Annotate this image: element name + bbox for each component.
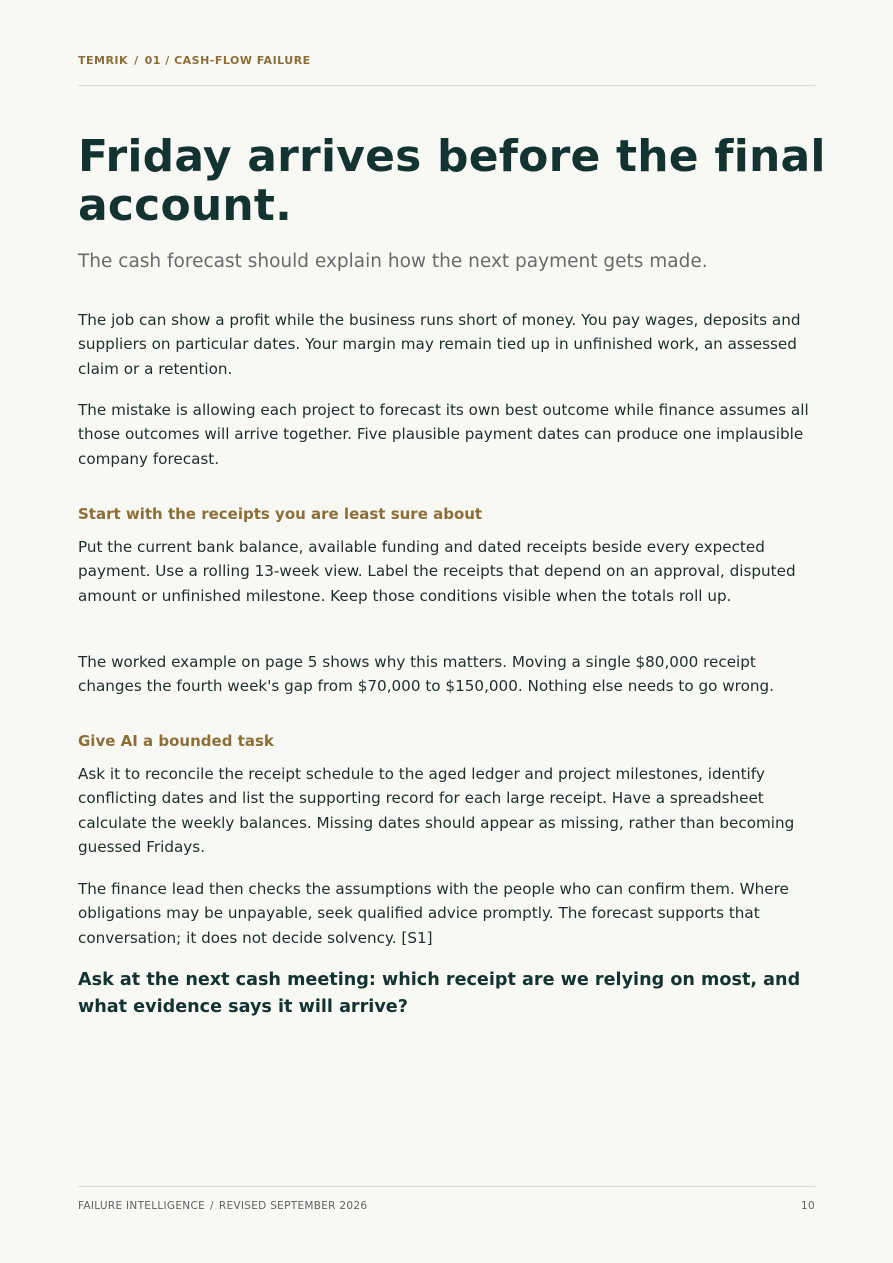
page-footer — [78, 1200, 815, 1212]
page-subtitle: The cash forecast should explain how the next payment gets made. — [78, 251, 708, 272]
intro-paragraph: The job can show a profit while the business runs short of money. You pay wages, deposits and suppliers on particular dates. Your margin may remain tied up in unfinished work, an assessed claim or a retention. — [78, 311, 801, 378]
section-paragraph: The finance lead then checks the assumptions with the people who can confirm them. Where obligations may be unpayable, seek qualified advice promptly. The forecast supports that conversation; it does not decide solvency. [S1] — [78, 880, 789, 947]
header-divider — [78, 85, 815, 86]
section-heading: Start with the receipts you are least sure about — [78, 505, 483, 523]
revision-label: REVISED SEPTEMBER 2026 — [218, 1200, 368, 1212]
intro-paragraph: The mistake is allowing each project to forecast its own best outcome while finance assumes all those outcomes will arrive together. Five plausible payment dates can produce one implausible company forecast. — [78, 401, 809, 468]
section-paragraph: Put the current bank balance, available funding and dated receipts beside every expected payment. Use a rolling 13-week view. Label the receipts that depend on an approval, disputed amount or unfinished milestone. Keep those conditions visible when the totals roll up. — [78, 538, 796, 605]
footer-separator: / — [210, 1200, 214, 1212]
running-header — [78, 55, 815, 67]
brand-label: TEMRIK — [78, 54, 129, 67]
footer-divider — [78, 1186, 815, 1187]
page-title: Friday arrives before the final account. — [78, 131, 826, 231]
section-label: 01 / CASH-FLOW FAILURE — [144, 54, 311, 67]
page-number: 10 — [801, 1200, 815, 1212]
section-paragraph: The worked example on page 5 shows why this matters. Moving a single $80,000 receipt changes the fourth week's gap from $70,000 to $150,000. Nothing else needs to go wrong. — [78, 653, 774, 696]
header-separator: / — [134, 54, 139, 67]
closing-question: Ask at the next cash meeting: which receipt are we relying on most, and what evidence says it will arrive? — [78, 970, 801, 1017]
document-page — [78, 0, 826, 1263]
publication-label: FAILURE INTELLIGENCE — [78, 1200, 206, 1212]
section-heading: Give AI a bounded task — [78, 732, 274, 750]
section-paragraph: Ask it to reconcile the receipt schedule to the aged ledger and project milestones, identify conflicting dates and list the supporting record for each large receipt. Have a spreadsheet calculate the weekly balances. Missing dates should appear as missing, rather than becoming guessed Fridays. — [78, 765, 795, 856]
